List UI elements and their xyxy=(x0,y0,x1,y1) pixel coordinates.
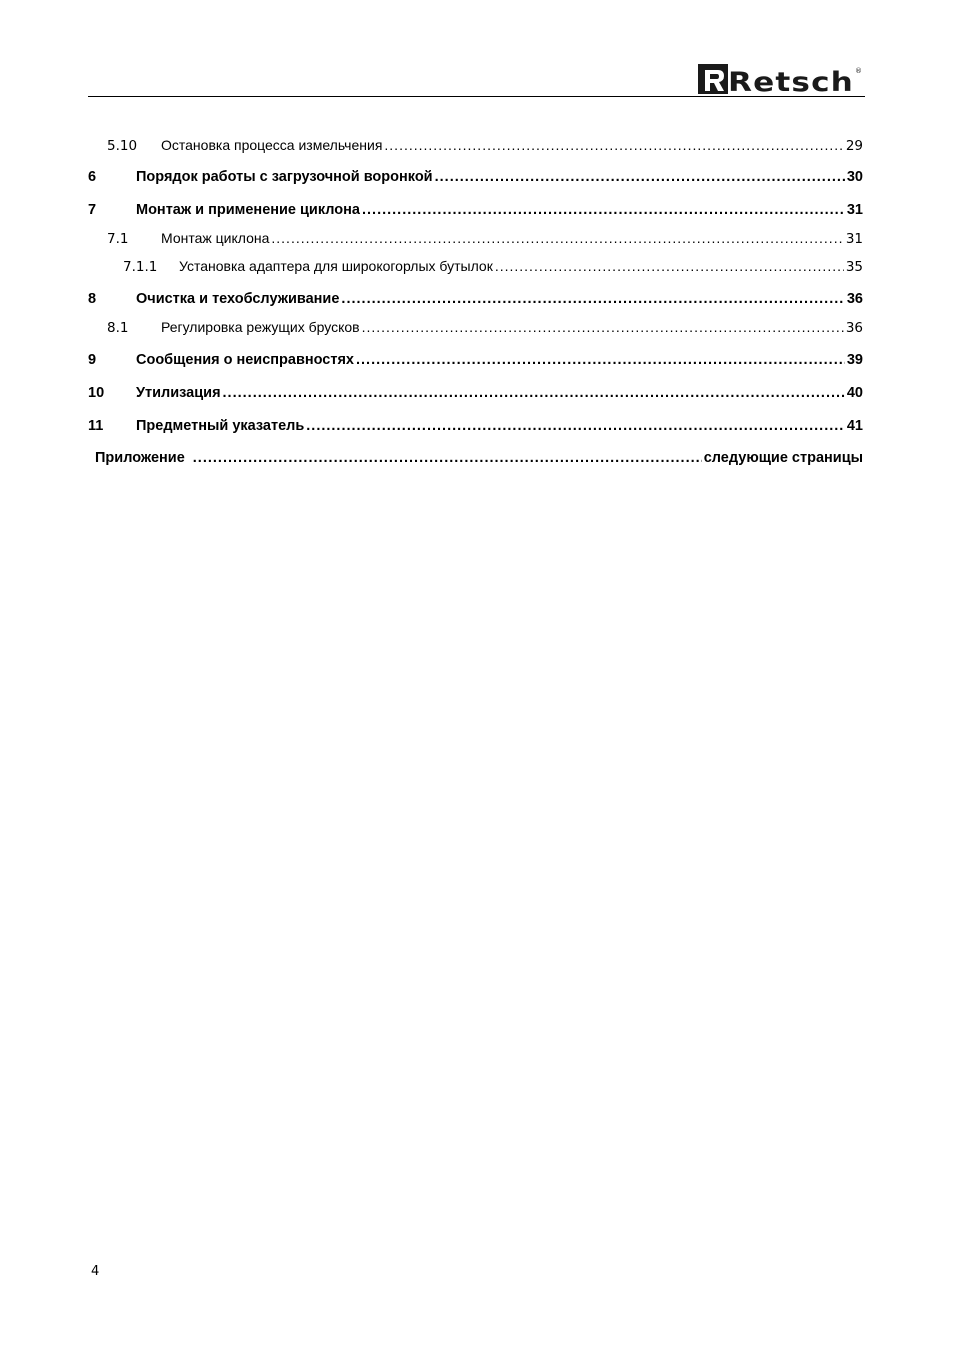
retsch-logo xyxy=(697,62,862,96)
toc-title: Регулировка режущих брусков xyxy=(161,319,360,335)
toc-row-7[interactable] xyxy=(88,202,863,222)
toc-leader xyxy=(435,169,845,185)
toc-page: 36 xyxy=(846,291,863,307)
logo-registered-mark: ® xyxy=(855,67,862,75)
toc-page: 35 xyxy=(845,259,863,275)
toc-row-10[interactable] xyxy=(88,385,863,405)
toc-page: 41 xyxy=(846,418,863,434)
toc-row-7-1[interactable] xyxy=(88,230,863,250)
toc-leader xyxy=(271,230,843,246)
toc-number: 5.10 xyxy=(107,138,138,154)
toc-row-11[interactable] xyxy=(88,418,863,438)
toc-row-appendix[interactable] xyxy=(88,450,863,470)
toc-title: Предметный указатель xyxy=(136,418,305,434)
toc-title: Сообщения о неисправностях xyxy=(136,352,354,368)
toc-number: 8 xyxy=(88,291,97,307)
toc-row-8-1[interactable] xyxy=(88,319,863,339)
toc-leader xyxy=(223,385,845,401)
toc-number: 6 xyxy=(88,169,97,185)
toc-leader xyxy=(384,137,843,153)
toc-page: 29 xyxy=(845,138,863,154)
toc-leader xyxy=(362,319,844,335)
toc-leader xyxy=(341,291,844,307)
toc-row-9[interactable] xyxy=(88,352,863,372)
toc-number: 10 xyxy=(88,385,105,401)
toc-page: 31 xyxy=(845,231,863,247)
toc-page: следующие страницы xyxy=(703,450,863,466)
toc-page: 36 xyxy=(845,320,863,336)
toc-page: 40 xyxy=(846,385,863,401)
toc-title: Очистка и техобслуживание xyxy=(136,291,340,307)
toc-number: 8.1 xyxy=(107,320,129,336)
toc-title: Монтаж циклона xyxy=(161,230,270,246)
toc-leader xyxy=(356,352,845,368)
toc-title: Приложение xyxy=(95,450,185,466)
toc-number: 9 xyxy=(88,352,97,368)
toc-leader xyxy=(306,418,845,434)
toc-row-5-10[interactable] xyxy=(88,137,863,157)
toc-title: Установка адаптера для широкогорлых бутылок xyxy=(179,258,493,274)
toc-title: Монтаж и применение циклона xyxy=(136,202,360,218)
toc-number: 11 xyxy=(88,418,104,434)
toc-page: 39 xyxy=(846,352,863,368)
toc-page: 31 xyxy=(846,202,863,218)
toc-row-8[interactable] xyxy=(88,291,863,311)
toc-row-7-1-1[interactable] xyxy=(88,258,863,278)
toc-number: 7.1 xyxy=(107,231,129,247)
toc-title: Порядок работы с загрузочной воронкой xyxy=(136,169,433,185)
toc-title: Утилизация xyxy=(136,385,221,401)
toc-row-6[interactable] xyxy=(88,169,863,189)
toc-page: 30 xyxy=(846,169,863,185)
toc-leader xyxy=(362,202,845,218)
header-rule xyxy=(88,96,865,97)
page-number: 4 xyxy=(91,1264,100,1279)
toc-number: 7 xyxy=(88,202,97,218)
toc-number: 7.1.1 xyxy=(123,259,158,275)
toc-leader xyxy=(193,450,702,466)
logo-wordmark: Retsch xyxy=(728,67,854,96)
toc-title: Остановка процесса измельчения xyxy=(161,137,383,153)
toc-leader xyxy=(495,258,844,274)
